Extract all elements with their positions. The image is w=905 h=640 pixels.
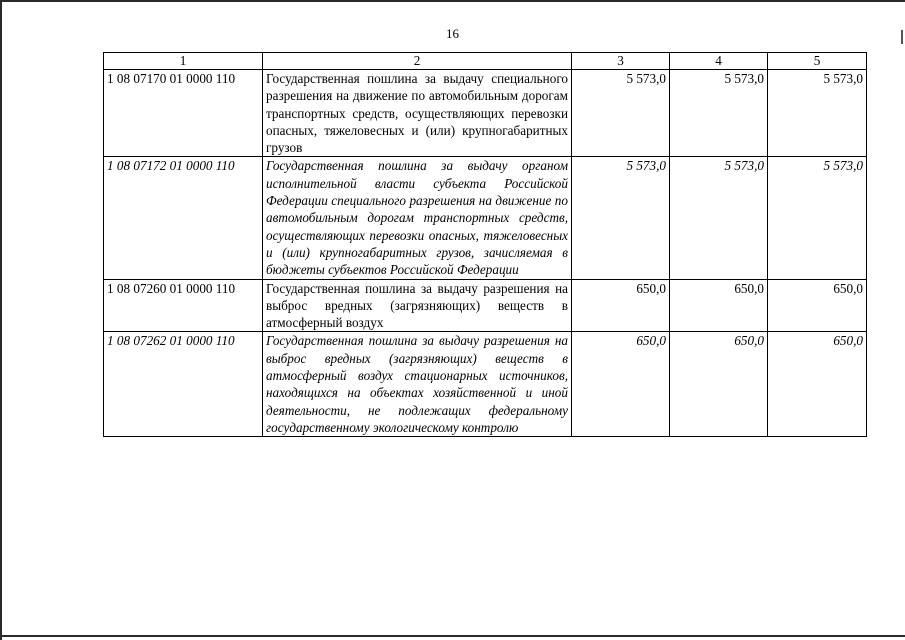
- value-col-5: 650,0: [768, 279, 867, 332]
- column-header-3: 3: [572, 53, 670, 70]
- value-col-3: 5 573,0: [572, 157, 670, 279]
- value-col-5: 650,0: [768, 332, 867, 437]
- column-header-4: 4: [670, 53, 768, 70]
- table-header-row: [104, 53, 867, 70]
- value-col-3: 650,0: [572, 332, 670, 437]
- page-number: 16: [446, 26, 459, 41]
- column-header-2: 2: [263, 53, 572, 70]
- item-description: Государственная пошлина за выдачу разрешения на выброс вредных (загрязняющих) веществ в атмосферный воздух: [263, 279, 572, 332]
- value-col-3: 650,0: [572, 279, 670, 332]
- scan-border-left: [0, 0, 2, 640]
- table-row: [104, 332, 867, 437]
- table-row: [104, 70, 867, 157]
- value-col-4: 650,0: [670, 279, 768, 332]
- value-col-5: 5 573,0: [768, 157, 867, 279]
- budget-table: [103, 52, 867, 437]
- item-description: Государственная пошлина за выдачу разрешения на выброс вредных (загрязняющих) веществ в атмосферный воздух стационарных источников, находящихся на объектах хозяйственной и иной деятельности, не подлежащих федеральному государственному экологическому контролю: [263, 332, 572, 437]
- value-col-5: 5 573,0: [768, 70, 867, 157]
- budget-code: 1 08 07262 01 0000 110: [104, 332, 263, 437]
- column-header-5: 5: [768, 53, 867, 70]
- value-col-4: 5 573,0: [670, 157, 768, 279]
- value-col-4: 5 573,0: [670, 70, 768, 157]
- scan-border-top: [0, 0, 905, 2]
- value-col-4: 650,0: [670, 332, 768, 437]
- column-header-1: 1: [104, 53, 263, 70]
- value-col-3: 5 573,0: [572, 70, 670, 157]
- table-row: [104, 157, 867, 279]
- item-description: Государственная пошлина за выдачу специального разрешения на движение по автомобильным дорогам транспортных средств, осуществляющих перевозки опасных, тяжеловесных и (или) крупногабаритных грузов: [263, 70, 572, 157]
- budget-code: 1 08 07170 01 0000 110: [104, 70, 263, 157]
- budget-code: 1 08 07172 01 0000 110: [104, 157, 263, 279]
- scan-border-bottom: [0, 635, 905, 637]
- item-description: Государственная пошлина за выдачу органом исполнительной власти субъекта Российской Федерации специального разрешения на движение по автомобильным дорогам транспортных средств, осуществляющих перевозки опасных, тяжеловесных и (или) крупногабаритных грузов, зачисляемая в бюджеты субъектов Российской Федерации: [263, 157, 572, 279]
- budget-code: 1 08 07260 01 0000 110: [104, 279, 263, 332]
- table-row: [104, 279, 867, 332]
